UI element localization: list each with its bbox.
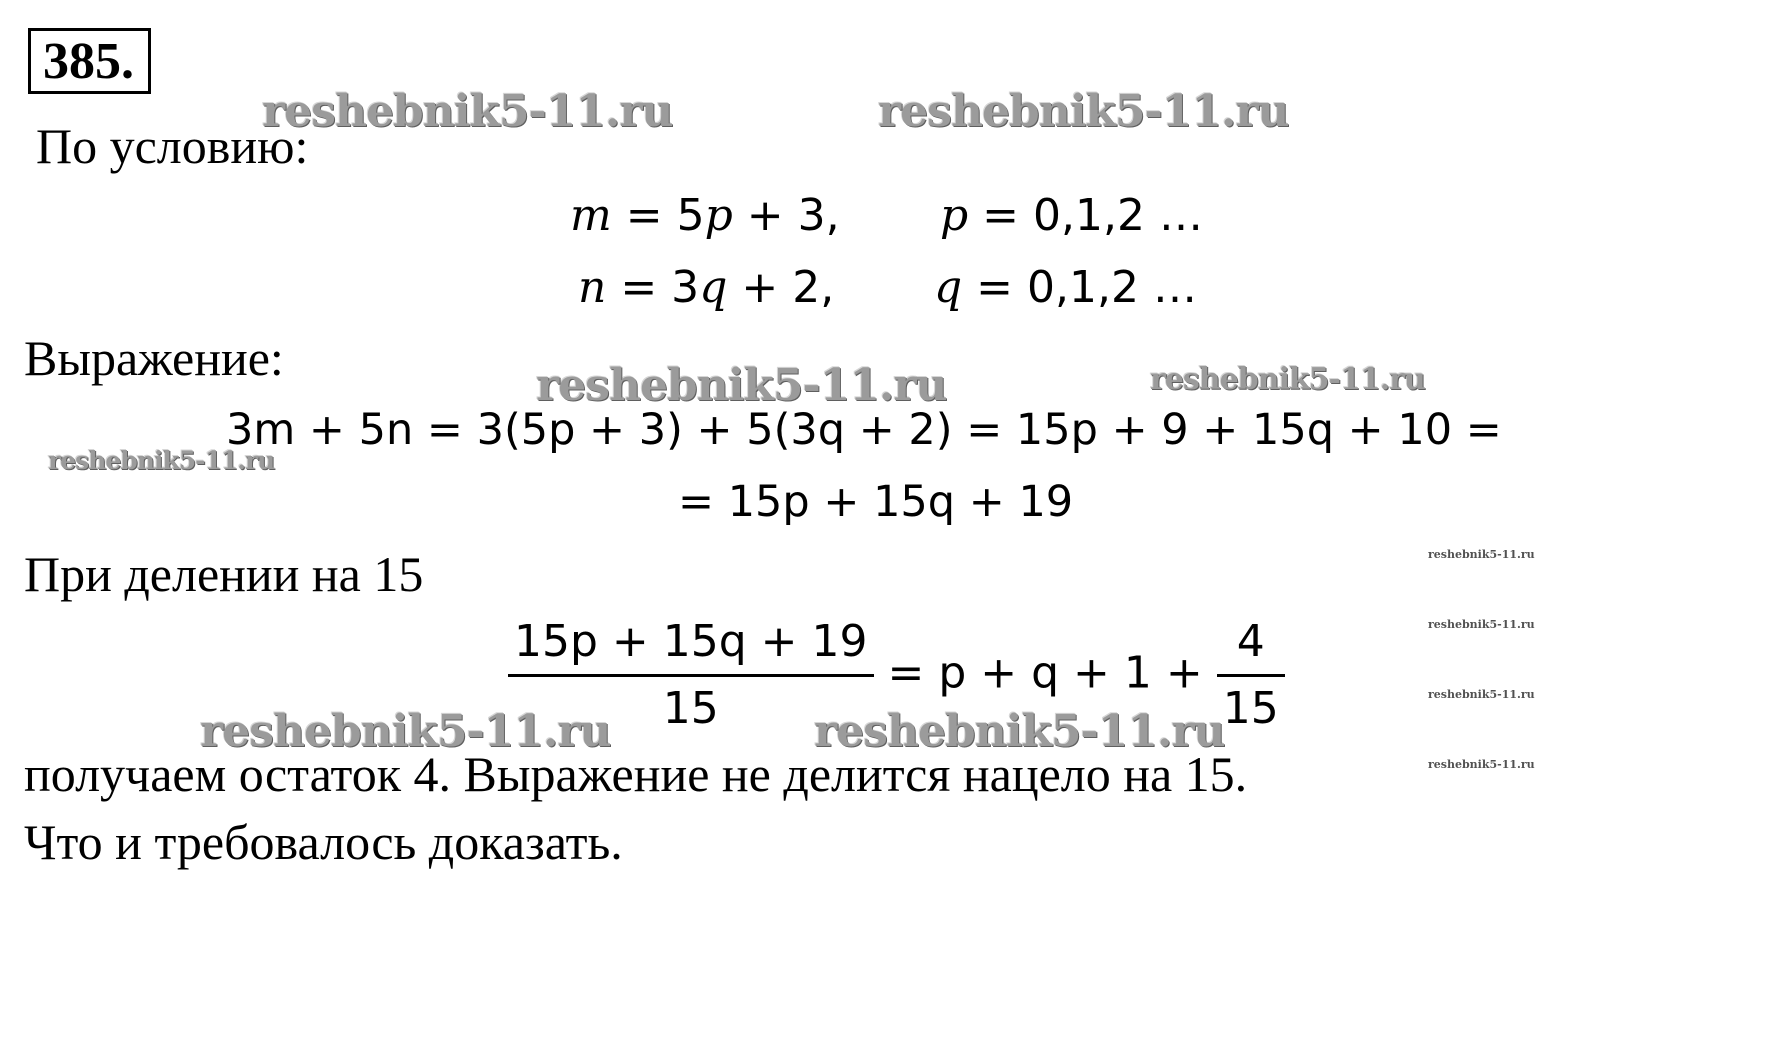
var-p: p [704, 190, 733, 241]
eq-n-part-a: = 3 [606, 262, 700, 313]
condition-q [934, 262, 1197, 314]
problem-number: 385. [28, 28, 151, 94]
equation-n [578, 262, 834, 314]
cond-var-q: q [934, 262, 963, 313]
watermark: reshebnik5-11.ru [1428, 688, 1535, 701]
fraction-rhs: = p + q + 1 + [887, 647, 1203, 699]
fraction-bar [508, 674, 874, 677]
var-m: m [570, 190, 612, 241]
watermark: reshebnik5-11.ru [536, 360, 947, 411]
division-label: При делении на 15 [24, 546, 424, 602]
remainder-denominator: 15 [1222, 683, 1279, 734]
cond-var-p: p [940, 190, 969, 241]
remainder-text: получаем остаток 4. Выражение не делится нацело на 15. [24, 746, 1248, 802]
conclusion-text: Что и требовалось доказать. [24, 814, 623, 870]
watermark: reshebnik5-11.ru [262, 86, 673, 137]
condition-p [940, 190, 1203, 242]
watermark: reshebnik5-11.ru [878, 86, 1289, 137]
eq-n-part-b: + 2, [727, 262, 835, 313]
eq-m-part-b: + 3, [732, 190, 840, 241]
var-q: q [699, 262, 728, 313]
remainder-bar [1217, 674, 1285, 677]
fraction-numerator: 15p + 15q + 19 [514, 616, 868, 667]
expansion-line-2: = 15p + 15q + 19 [678, 477, 1074, 527]
expansion-line-1: 3m + 5n = 3(5p + 3) + 5(3q + 2) = 15p + 9 + 15q + 10 = [226, 405, 1502, 455]
fraction-denominator: 15 [662, 683, 719, 734]
watermark: reshebnik5-11.ru [1428, 758, 1535, 771]
watermark: reshebnik5-11.ru [1428, 548, 1535, 561]
remainder-fraction [1217, 616, 1285, 735]
var-n: n [578, 262, 607, 313]
eq-m-part-a: = 5 [611, 190, 705, 241]
watermark: reshebnik5-11.ru [48, 446, 275, 475]
watermark: reshebnik5-11.ru [1428, 618, 1535, 631]
cond-q-range: = 0,1,2 … [962, 262, 1197, 313]
equation-m [570, 190, 840, 242]
watermark: reshebnik5-11.ru [200, 706, 611, 757]
watermark: reshebnik5-11.ru [1150, 362, 1425, 397]
expression-label: Выражение: [24, 330, 284, 386]
remainder-numerator: 4 [1236, 616, 1265, 667]
cond-p-range: = 0,1,2 … [968, 190, 1203, 241]
given-label: По условию: [36, 118, 309, 174]
watermark: reshebnik5-11.ru [814, 706, 1225, 757]
